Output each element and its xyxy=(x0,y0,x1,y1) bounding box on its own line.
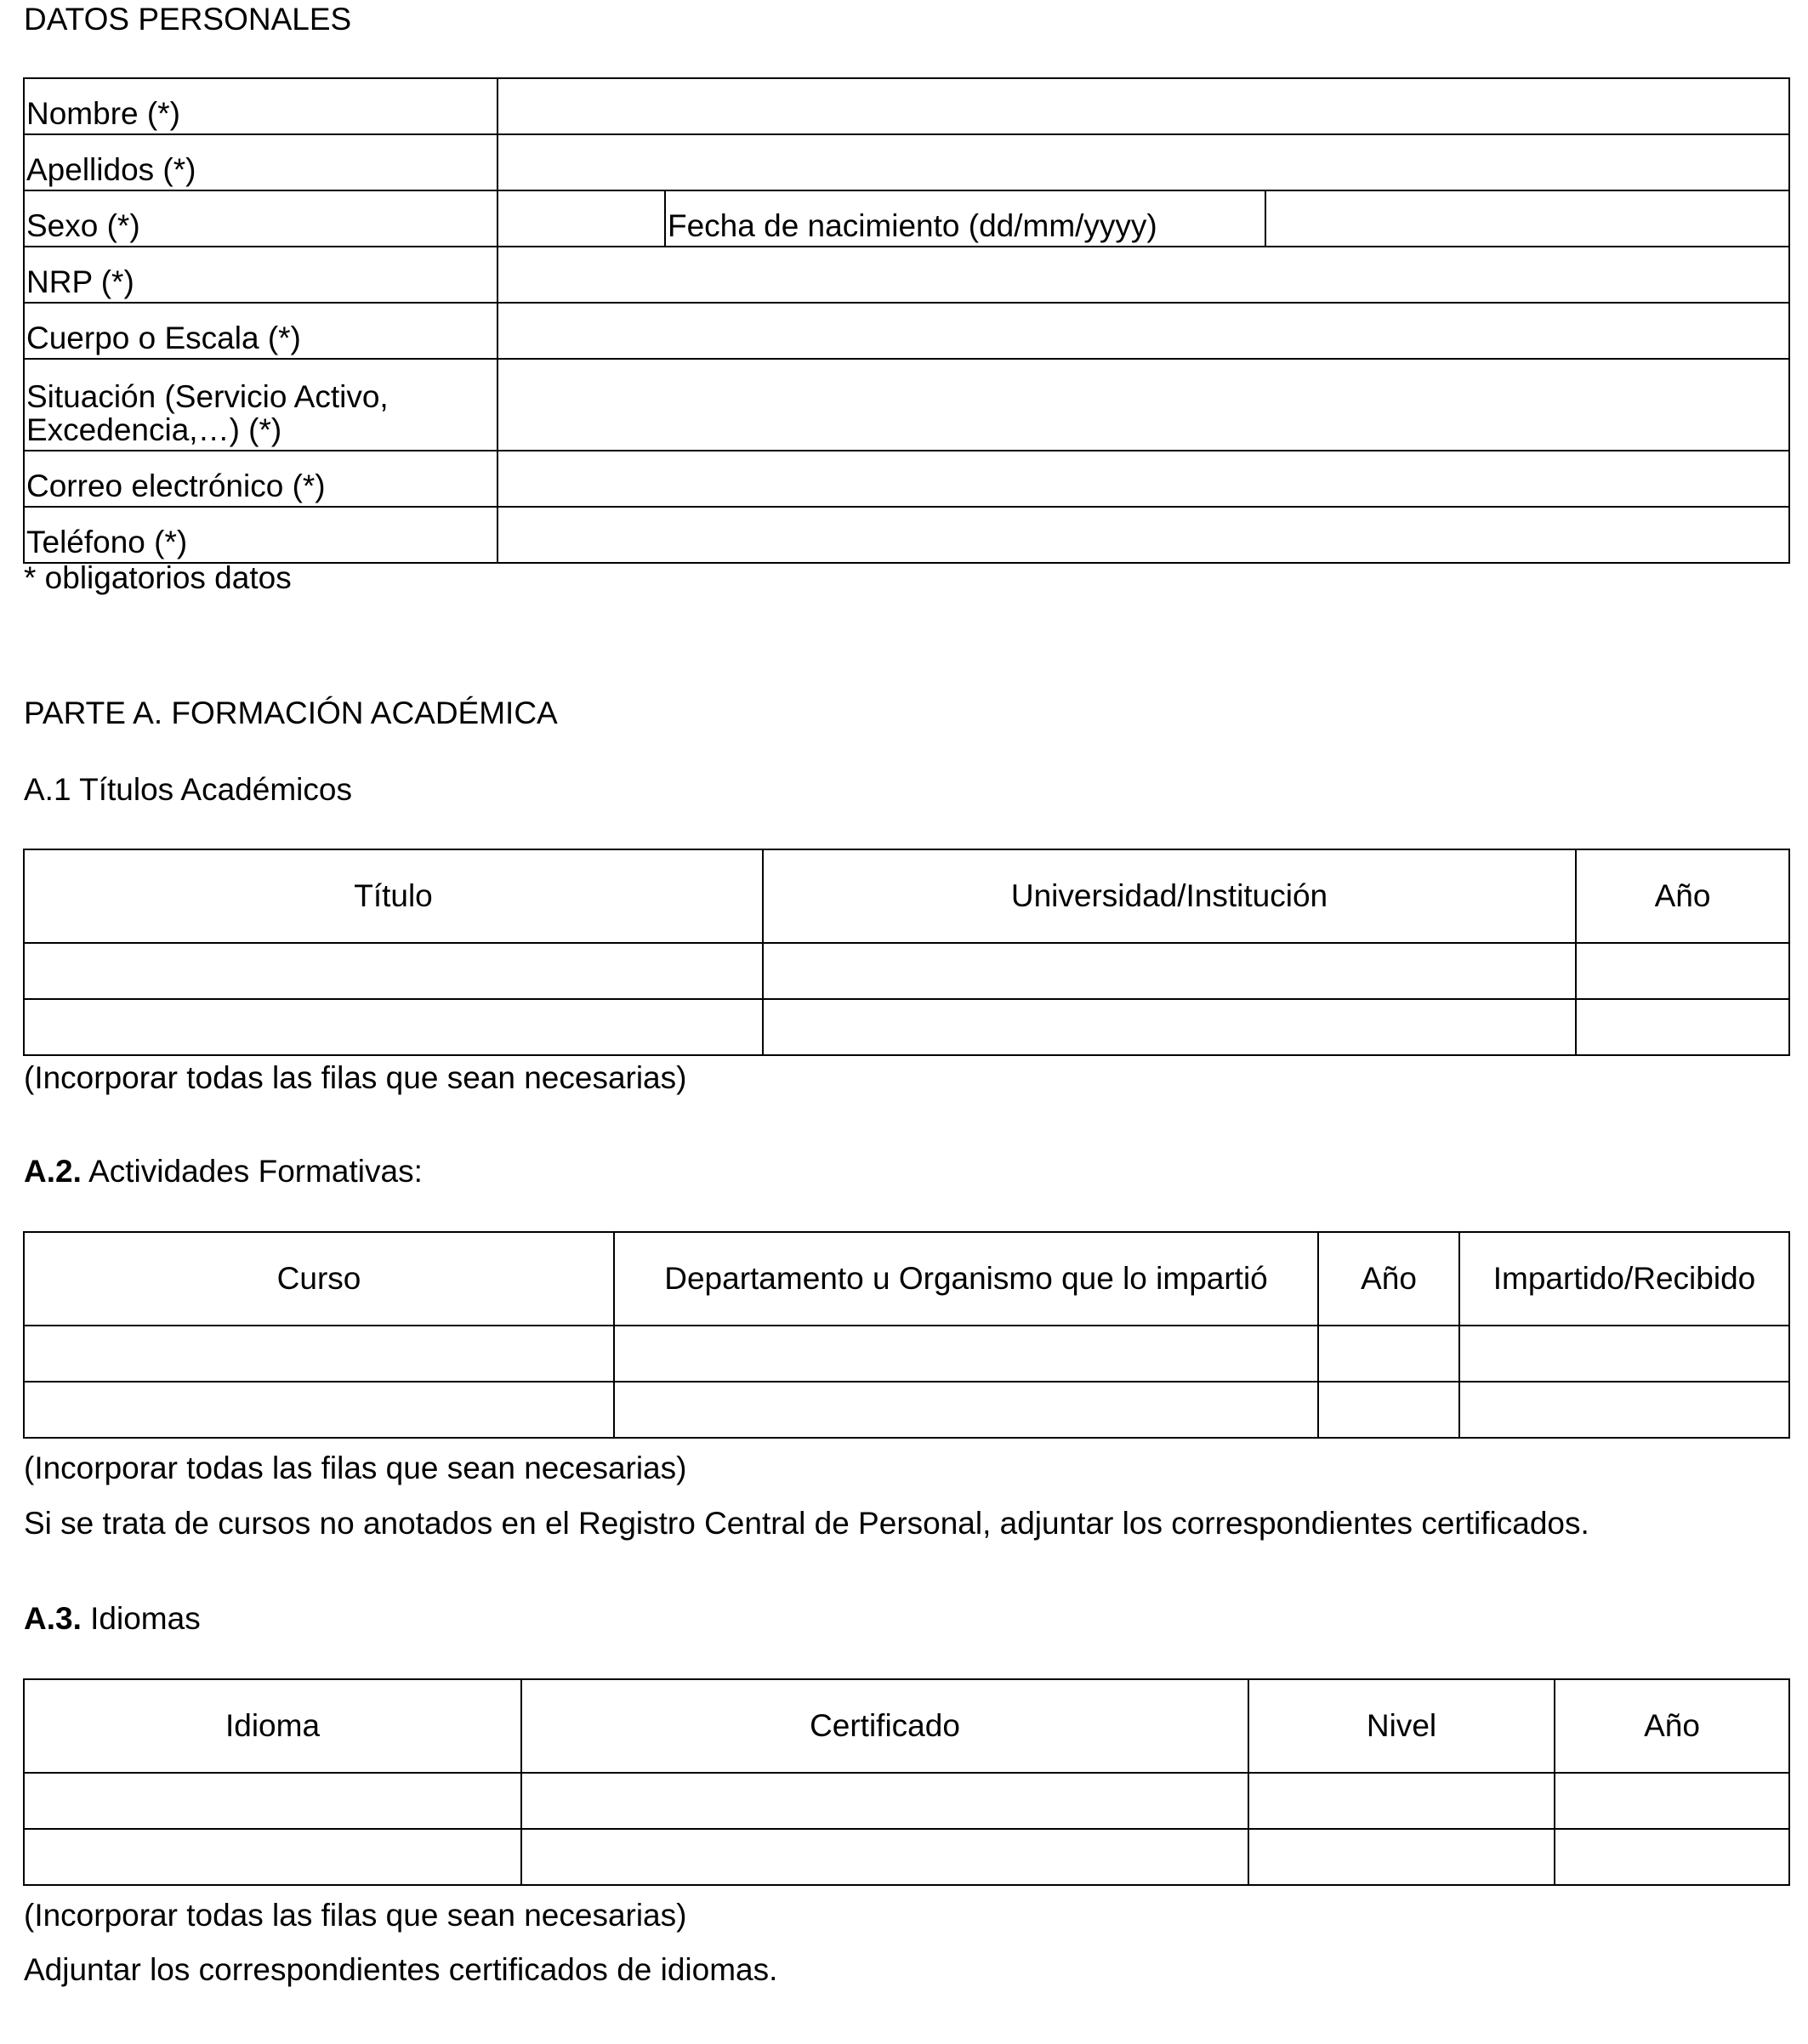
label-sexo: Sexo (*) xyxy=(24,190,497,247)
input-telefono[interactable] xyxy=(497,507,1789,563)
personal-data-table xyxy=(23,77,1790,564)
col-anio: Año xyxy=(1576,849,1789,943)
input-fecha-nacimiento[interactable] xyxy=(1265,190,1789,247)
a3-heading-text: Idiomas xyxy=(81,1601,201,1636)
cell-departamento[interactable] xyxy=(614,1382,1318,1438)
a3-note: (Incorporar todas las filas que sean necesarias) xyxy=(24,1898,687,1933)
row-correo xyxy=(24,451,1789,507)
label-situacion xyxy=(24,359,497,451)
row-situacion xyxy=(24,359,1789,451)
cell-idioma[interactable] xyxy=(24,1829,521,1885)
cell-titulo[interactable] xyxy=(24,943,763,999)
actividades-header-row xyxy=(24,1232,1789,1326)
col-anio: Año xyxy=(1318,1232,1459,1326)
row-apellidos xyxy=(24,134,1789,190)
label-telefono: Teléfono (*) xyxy=(24,507,497,563)
a1-note: (Incorporar todas las filas que sean necesarias) xyxy=(24,1060,687,1095)
table-row xyxy=(24,943,1789,999)
cell-anio[interactable] xyxy=(1318,1382,1459,1438)
table-row xyxy=(24,1829,1789,1885)
cell-anio[interactable] xyxy=(1555,1773,1789,1829)
a2-heading xyxy=(24,1154,423,1189)
cell-certificado[interactable] xyxy=(521,1773,1248,1829)
col-departamento: Departamento u Organismo que lo impartió xyxy=(614,1232,1318,1326)
a1-heading: A.1 Títulos Académicos xyxy=(24,772,352,807)
input-nombre[interactable] xyxy=(497,78,1789,134)
cell-anio[interactable] xyxy=(1576,999,1789,1055)
a2-note: (Incorporar todas las filas que sean necesarias) xyxy=(24,1451,687,1485)
cell-anio[interactable] xyxy=(1555,1829,1789,1885)
label-correo: Correo electrónico (*) xyxy=(24,451,497,507)
required-footnote: * obligatorios datos xyxy=(24,560,292,595)
a2-note-certificados: Si se trata de cursos no anotados en el Registro Central de Personal, adjuntar los correspondientes certificados. xyxy=(24,1506,1589,1541)
cell-universidad[interactable] xyxy=(763,999,1576,1055)
row-nombre xyxy=(24,78,1789,134)
col-anio: Año xyxy=(1555,1679,1789,1773)
a3-heading-number: A.3. xyxy=(24,1601,82,1636)
row-nrp xyxy=(24,247,1789,303)
table-row xyxy=(24,1382,1789,1438)
col-nivel: Nivel xyxy=(1248,1679,1555,1773)
cell-nivel[interactable] xyxy=(1248,1773,1555,1829)
row-telefono xyxy=(24,507,1789,563)
col-impartido-recibido: Impartido/Recibido xyxy=(1459,1232,1789,1326)
col-universidad: Universidad/Institución xyxy=(763,849,1576,943)
row-cuerpo xyxy=(24,303,1789,359)
a2-heading-number: A.2. xyxy=(24,1154,82,1189)
label-fecha-nacimiento: Fecha de nacimiento (dd/mm/yyyy) xyxy=(665,190,1265,247)
label-situacion-line2: Excedencia,…) (*) xyxy=(26,412,282,448)
cell-anio[interactable] xyxy=(1318,1326,1459,1382)
cell-titulo[interactable] xyxy=(24,999,763,1055)
input-apellidos[interactable] xyxy=(497,134,1789,190)
actividades-table xyxy=(23,1231,1790,1439)
table-row xyxy=(24,999,1789,1055)
table-row xyxy=(24,1326,1789,1382)
idiomas-header-row xyxy=(24,1679,1789,1773)
table-row xyxy=(24,1773,1789,1829)
cell-impartido-recibido[interactable] xyxy=(1459,1326,1789,1382)
parte-a-heading: PARTE A. FORMACIÓN ACADÉMICA xyxy=(24,696,558,730)
label-nombre: Nombre (*) xyxy=(24,78,497,134)
row-sexo xyxy=(24,190,1789,247)
a3-note-certificados: Adjuntar los correspondientes certificados de idiomas. xyxy=(24,1952,778,1987)
titulos-table xyxy=(23,849,1790,1056)
cell-curso[interactable] xyxy=(24,1326,614,1382)
cell-idioma[interactable] xyxy=(24,1773,521,1829)
cell-nivel[interactable] xyxy=(1248,1829,1555,1885)
label-nrp: NRP (*) xyxy=(24,247,497,303)
cell-curso[interactable] xyxy=(24,1382,614,1438)
label-apellidos: Apellidos (*) xyxy=(24,134,497,190)
input-correo[interactable] xyxy=(497,451,1789,507)
cell-certificado[interactable] xyxy=(521,1829,1248,1885)
label-cuerpo-escala: Cuerpo o Escala (*) xyxy=(24,303,497,359)
col-idioma: Idioma xyxy=(24,1679,521,1773)
input-sexo[interactable] xyxy=(497,190,665,247)
idiomas-table xyxy=(23,1678,1790,1886)
cell-universidad[interactable] xyxy=(763,943,1576,999)
col-certificado: Certificado xyxy=(521,1679,1248,1773)
input-situacion[interactable] xyxy=(497,359,1789,451)
col-curso: Curso xyxy=(24,1232,614,1326)
input-nrp[interactable] xyxy=(497,247,1789,303)
input-cuerpo-escala[interactable] xyxy=(497,303,1789,359)
cell-anio[interactable] xyxy=(1576,943,1789,999)
col-titulo: Título xyxy=(24,849,763,943)
cell-impartido-recibido[interactable] xyxy=(1459,1382,1789,1438)
a3-heading xyxy=(24,1601,201,1637)
label-situacion-line1: Situación (Servicio Activo, xyxy=(26,379,389,415)
a2-heading-text: Actividades Formativas: xyxy=(81,1154,423,1189)
personal-data-heading: DATOS PERSONALES xyxy=(24,2,352,37)
titulos-header-row xyxy=(24,849,1789,943)
cell-departamento[interactable] xyxy=(614,1326,1318,1382)
